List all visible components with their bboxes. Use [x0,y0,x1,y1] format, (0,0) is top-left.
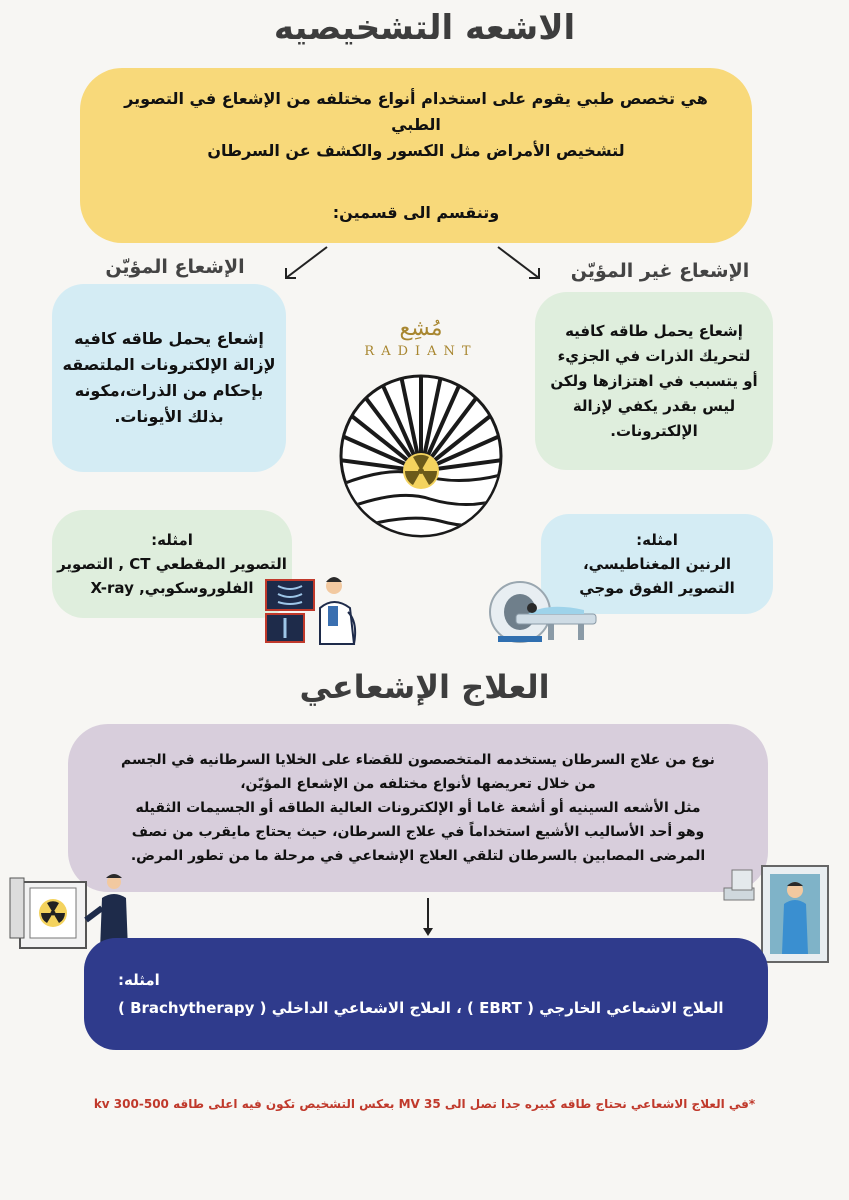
doctor-xray-illustration [262,572,362,646]
ionizing-examples-box [52,510,292,618]
examples-label: امثله: [118,971,160,989]
non-ionizing-desc-line: أو يتسبب في اهتزازها ولكن [550,371,758,390]
intro-box [80,68,752,243]
radiant-logo [330,318,512,540]
therapy-desc-line: نوع من علاج السرطان يستخدمه المتخصصون للقضاء على الخلايا السرطانيه في الجسم [121,752,715,768]
therapy-desc-line: من خلال تعريضها لأنواع مختلفه من الإشعاع المؤيّن، [240,776,596,792]
non-ionizing-desc-box [535,292,773,470]
non-ionizing-example-line: التصوير الفوق موجي [579,579,735,597]
arrow-icon [418,896,438,940]
non-ionizing-heading: الإشعاع غير المؤيّن [570,260,750,282]
non-ionizing-desc-line: ليس بقدر يكفي لإزالة [572,396,736,415]
intro-line: لتشخيص الأمراض مثل الكسور والكشف عن السرطان [207,140,625,160]
sun-emblem-icon [330,365,512,537]
logo-arabic: مُشِع [399,316,443,341]
ionizing-desc-line: بذلك الأيونات. [114,407,224,426]
non-ionizing-desc-line: لتحريك الذرات في الجزيء [557,346,751,365]
therapy-desc-box [68,724,768,892]
diagnostic-title: الاشعه التشخيصيه [273,8,576,48]
arrow-icon [280,244,330,284]
logo-latin: RADIANT [364,344,478,359]
ionizing-desc-line: إشعاع يحمل طاقه كافيه [74,329,264,348]
mri-patient-illustration [488,580,600,644]
intro-line: هي تخصص طبي يقوم على استخدام أنواع مختلفه من الإشعاع في التصوير الطبي [124,88,708,134]
non-ionizing-desc-line: الإلكترونات. [610,421,698,440]
non-ionizing-example-line: الرنين المغناطيسي، [582,555,732,573]
ionizing-example-line: التصوير المقطعي CT , التصوير [57,555,287,573]
arrow-icon [495,244,545,284]
therapy-examples-box [84,938,768,1050]
ionizing-desc-line: لإزالة الإلكترونات الملتصقه [62,355,276,374]
therapy-desc-line: مثل الأشعه السينيه أو أشعة غاما أو الإلكترونات العالية الطاقه أو الجسيمات الثقيله [135,800,701,816]
examples-label: امثله: [636,531,678,549]
ionizing-desc-line: بإحكام من الذرات،مكونه [74,381,264,400]
ionizing-heading: الإشعاع المؤيّن [105,256,245,278]
examples-label: امثله: [151,531,193,549]
ionizing-example-line: الفلوروسكوبي, X-ray [90,579,254,597]
ionizing-desc-box [52,284,286,472]
therapy-examples-text: العلاج الاشعاعي الخارجي ( EBRT ) ، العلاج الاشعاعي الداخلي ( Brachytherapy ) [118,999,724,1017]
therapy-desc-line: المرضى المصابين بالسرطان لتلقي العلاج الإشعاعي في مرحلة ما من تطور المرض. [130,848,706,864]
therapy-title: العلاج الإشعاعي [299,668,550,706]
footnote: *في العلاج الاشعاعي نحتاج طاقه كبيره جدا تصل الى MV 35 بعكس التشخيص تكون فيه اعلى طاقه kv 300-500 [93,1097,756,1111]
therapy-desc-line: وهو أحد الأساليب الأشيع استخداماً في علاج السرطان، حيث يحتاج مايقرب من نصف [131,824,705,840]
division-text: وتنقسم الى قسمين: [332,202,500,222]
non-ionizing-desc-line: إشعاع يحمل طاقه كافيه [565,321,743,340]
